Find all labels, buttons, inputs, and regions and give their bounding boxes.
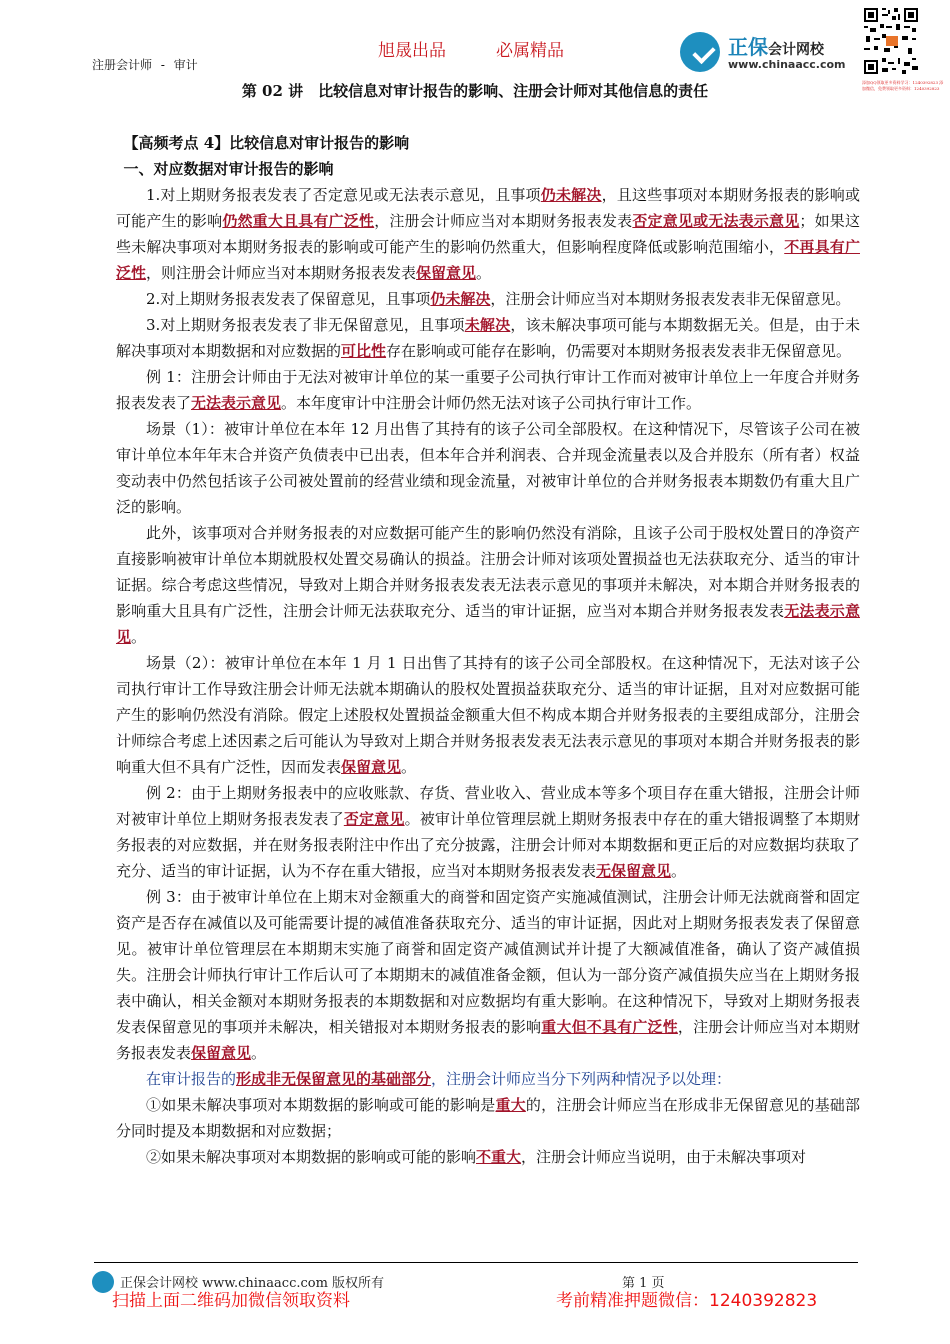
text-run: 一、对应数据对审计报告的影响: [123, 160, 334, 178]
slogan-left: 旭晟出品: [378, 41, 446, 61]
text-run: ，且这些事项对本期财务报表的影响或可能产生的影响: [116, 186, 860, 230]
text-run: 。: [671, 862, 687, 880]
logo-url[interactable]: www.chinaacc.com: [728, 58, 846, 71]
key-term: 否定意见: [343, 810, 405, 828]
paragraph: [116, 364, 860, 416]
paragraph: [116, 520, 860, 650]
document-body: [116, 130, 860, 1170]
text-run: 2.对上期财务报表发表了保留意见，且事项: [146, 290, 431, 308]
paragraph: [116, 1066, 860, 1092]
text-run: 。: [251, 1044, 267, 1062]
section-heading: [116, 156, 860, 182]
text-run: 场景（1）：被审计单位在本年 12 月出售了其持有的该子公司全部股权。在这种情况下，尽管该子公司在被审计单位本年年末合并资产负债表中已出表，但本年合并利润表、合并现金流量表以及合并股东（所有者）权益变动表中仍然包括该子公司被处置前的经营业绩和现金流量，对被审计单位的合并财务报表本期数仍有重大且广泛的影响。: [116, 420, 860, 516]
text-run: 。: [476, 264, 492, 282]
key-term: 不重大: [476, 1148, 522, 1166]
text-run: ，注册会计师应当说明，由于未解决事项对: [521, 1148, 807, 1166]
text-run: 场景（2）：被审计单位在本年 1 月 1 日出售了其持有的该子公司全部股权。在这种情况下，无法对该子公司执行审计工作导致注册会计师无法就本期确认的股权处置损益获取充分、适当的审计证据，且对对应数据可能产生的影响仍然没有消除。假定上述股权处置损益金额重大但不构成本期合并财务报表的主要组成部分，注册会计师综合考虑上述因素之后可能认为导致对上期合并财务报表发表无法表示意见的事项对本期合并财务报表的影响重大但不具有广泛性，因而发表: [116, 654, 860, 776]
text-run: ，该未解决事项可能与本期数据无关。但是，由于未解决事项对本期数据和对应数据的: [116, 316, 860, 360]
key-term: 形成非无保留意见的基础部分: [236, 1070, 432, 1088]
qr-note: 添加QQ领取更多资料学习：1240392823 添加微信，免费领取更多资料：1240392823: [862, 80, 944, 91]
key-term: 仍未解决: [430, 290, 491, 308]
footer-divider: [94, 1262, 858, 1263]
key-term: 可比性: [341, 342, 387, 360]
text-run: 3.对上期财务报表发表了非无保留意见，且事项: [146, 316, 465, 334]
text-run: 。: [131, 628, 147, 646]
text-run: 例 3：由于被审计单位在上期末对金额重大的商誉和固定资产实施减值测试，注册会计师无法就商誉和固定资产是否存在减值以及可能需要计提的减值准备获取充分、适当的审计证据，因此对上期财务报表发表了保留意见。被审计单位管理层在本期期末实施了商誉和固定资产减值测试并计提了大额减值准备，确认了资产减值损失。注册会计师执行审计工作后认可了本期期末的减值准备金额，但认为一部分资产减值损失应当在上期财务报表中确认，相关金额对本期财务报表的本期数据和对应数据均有重大影响。在这种情况下，导致对上期财务报表发表保留意见的事项并未解决，相关错报对本期财务报表的影响: [116, 888, 860, 1036]
paragraph: [116, 1092, 860, 1144]
paragraph: [116, 884, 860, 1066]
key-term: 无法表示意见: [191, 394, 282, 412]
key-term: 不再具有广泛性: [116, 238, 860, 282]
key-term: 无保留意见: [596, 862, 672, 880]
slogan-right: 必属精品: [496, 41, 564, 61]
paragraph: [116, 416, 860, 520]
key-point-heading: [116, 130, 860, 156]
key-term: 重大: [495, 1096, 526, 1114]
key-term: 仍然重大且具有广泛性: [222, 212, 375, 230]
course-label: 注册会计师 - 审计: [92, 58, 198, 72]
brand-logo[interactable]: [676, 28, 860, 76]
page-number: 第 1 页: [622, 1276, 665, 1291]
lecture-title: 第 02 讲 比较信息对审计报告的影响、注册会计师对其他信息的责任: [241, 82, 709, 100]
text-run: ，注册会计师应当对本期财务报表发表非无保留意见。: [490, 290, 851, 308]
paragraph: [116, 650, 860, 780]
paragraph: [116, 286, 860, 312]
text-run: 例 1：注册会计师由于无法对被审计单位的某一重要子公司执行审计工作而对被审计单位上一年度合并财务报表发表了: [116, 368, 860, 412]
text-run: 存在影响或可能存在影响，仍需要对本期财务报表发表非无保留意见。: [386, 342, 852, 360]
promo-left: 扫描上面二维码加微信领取资料: [112, 1291, 350, 1311]
promo-right: 考前精准押题微信：1240392823: [556, 1291, 818, 1311]
text-run: ，注册会计师应当分下列两种情况予以处理：: [431, 1070, 732, 1088]
text-run: 例 2：由于上期财务报表中的应收账款、存货、营业收入、营业成本等多个项目存在重大错报，注册会计师对被审计单位上期财务报表发表了: [116, 784, 860, 828]
key-term: 保留意见: [416, 264, 477, 282]
paragraph: [116, 1144, 860, 1170]
text-run: 【高频考点 4】比较信息对审计报告的影响: [123, 134, 410, 152]
key-term: 保留意见: [191, 1044, 252, 1062]
key-term: 否定意见或无法表示意见: [632, 212, 800, 230]
text-run: ，注册会计师应当对本期财务报表发表: [374, 212, 633, 230]
key-term: 未解决: [464, 316, 511, 334]
logo-brand-text: 正保会计网校: [728, 35, 824, 59]
text-run: 在审计报告的: [146, 1070, 237, 1088]
text-run: 。: [401, 758, 417, 776]
key-term: 仍未解决: [540, 186, 602, 204]
text-run: ②如果未解决事项对本期数据的影响或可能的影响: [146, 1148, 477, 1166]
text-run: ，注册会计师应当对本期财务报表发表: [116, 1018, 860, 1062]
logo-check-icon: [680, 32, 720, 72]
qr-code-icon[interactable]: [862, 6, 920, 76]
footer-copyright: 正保会计网校 www.chinaacc.com 版权所有: [120, 1276, 385, 1291]
key-term: 重大但不具有广泛性: [541, 1018, 678, 1036]
key-term: 保留意见: [341, 758, 402, 776]
paragraph: [116, 182, 860, 286]
text-run: ①如果未解决事项对本期数据的影响或可能的影响是: [146, 1096, 496, 1114]
text-run: ；如果这些未解决事项对本期财务报表的影响或可能产生的影响仍然重大，但影响程度降低或影响范围缩小，: [116, 212, 860, 256]
text-run: 的，注册会计师应当在形成非无保留意见的基础部分同时提及本期数据和对应数据；: [116, 1096, 860, 1140]
key-term: 无法表示意见: [116, 602, 860, 646]
text-run: 此外，该事项对合并财务报表的对应数据可能产生的影响仍然没有消除，且该子公司于股权处置日的净资产直接影响被审计单位本期就股权处置交易确认的损益。注册会计师对该项处置损益也无法获取充分、适当的审计证据。综合考虑这些情况，导致对上期合并财务报表发表无法表示意见的事项并未解决，对本期合并财务报表的影响重大且具有广泛性，注册会计师无法获取充分、适当的审计证据，应当对本期合并财务报表发表: [116, 524, 860, 620]
text-run: 。本年度审计中注册会计师仍然无法对该子公司执行审计工作。: [281, 394, 702, 412]
paragraph: [116, 312, 860, 364]
text-run: 。被审计单位管理层就上期财务报表中存在的重大错报调整了本期财务报表的对应数据，并在财务报表附注中作出了充分披露，注册会计师对本期数据和更正后的对应数据均获取了充分、适当的审计证据，认为不存在重大错报，应当对本期财务报表发表: [116, 810, 860, 880]
text-run: 1.对上期财务报表发表了否定意见或无法表示意见，且事项: [146, 186, 541, 204]
text-run: ，则注册会计师应当对本期财务报表发表: [146, 264, 417, 282]
paragraph: [116, 780, 860, 884]
footer-logo-icon: [92, 1271, 114, 1293]
